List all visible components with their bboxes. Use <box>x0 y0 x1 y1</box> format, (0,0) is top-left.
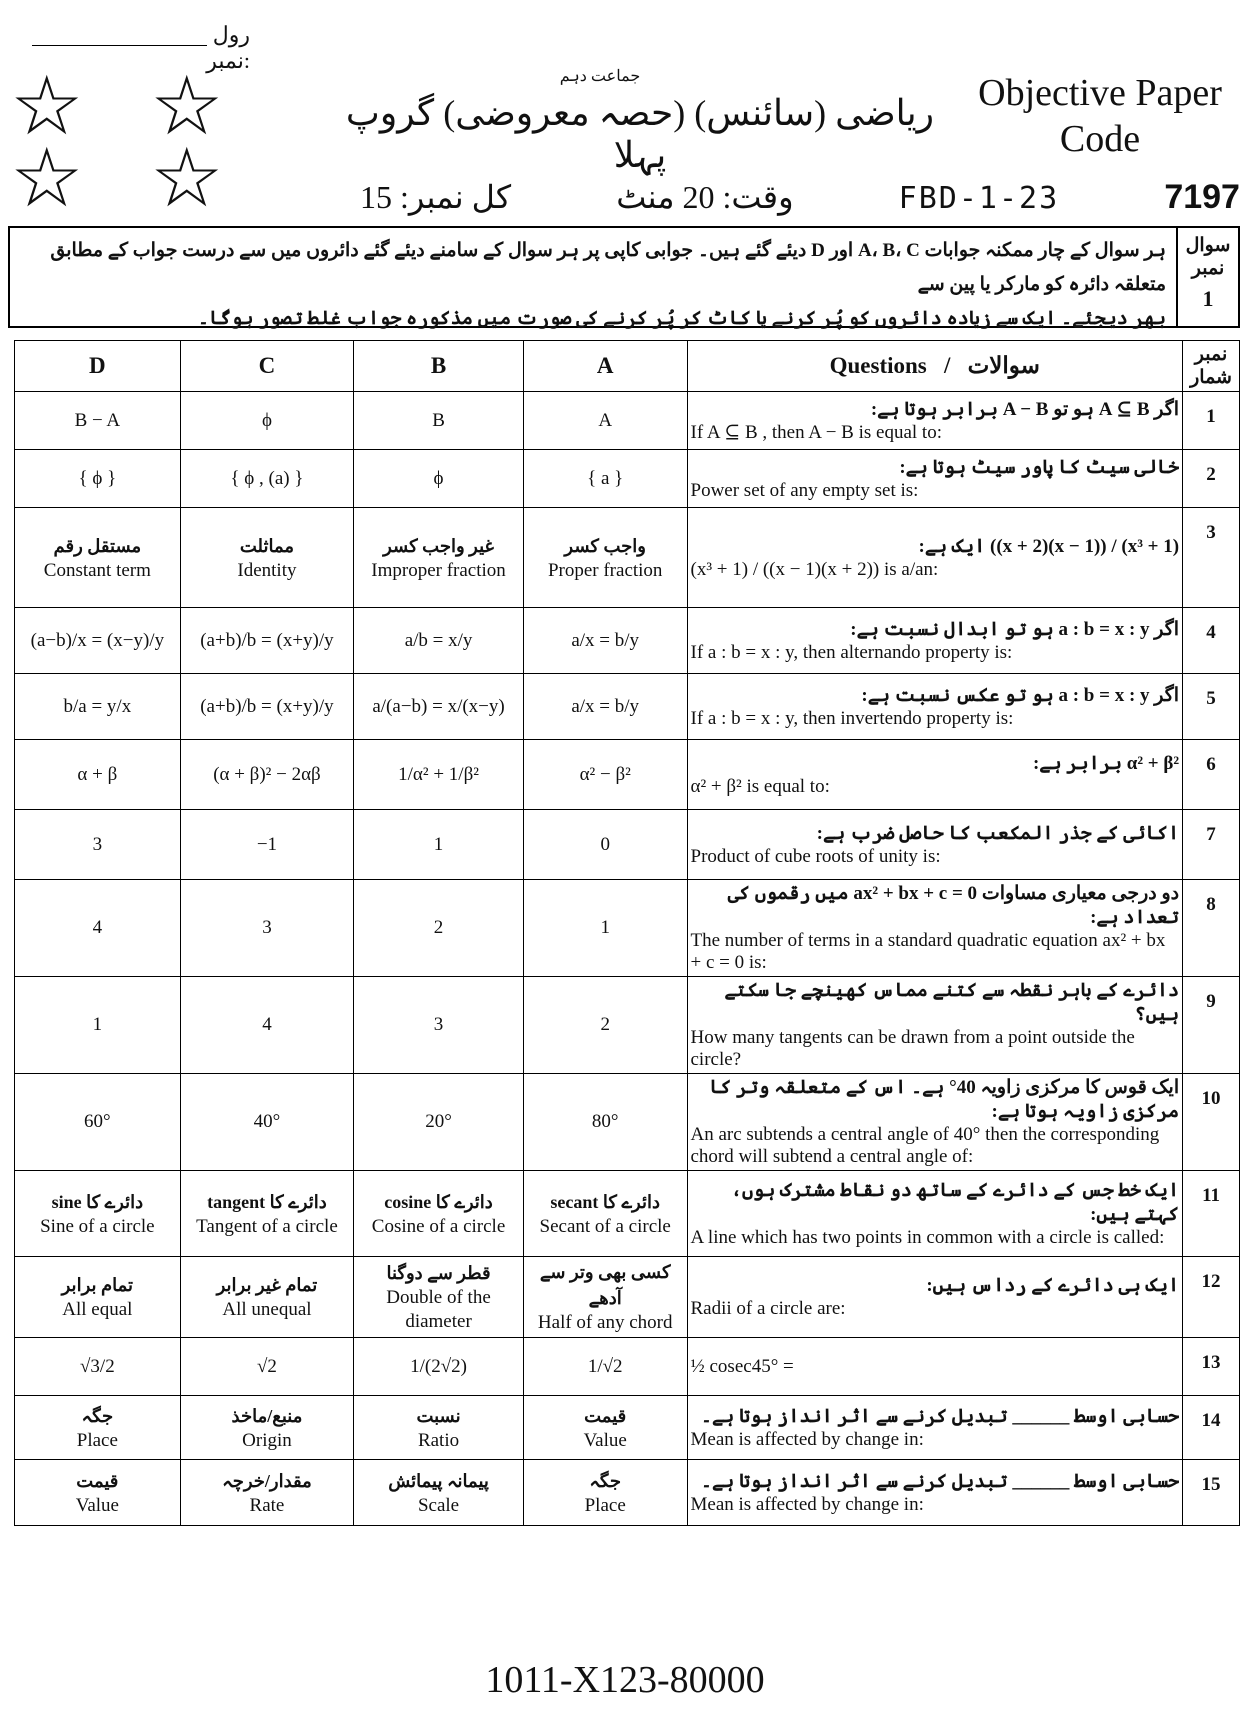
paper-code: 7197 <box>1164 178 1240 216</box>
option-a-text: Proper fraction <box>547 559 663 581</box>
option-a-urdu: واجب کسر <box>564 535 646 556</box>
option-d-text: { ϕ } <box>78 467 117 489</box>
time-marks-row <box>360 178 1240 217</box>
option-b-text: a/(a−b) = x/(x−y) <box>372 695 505 717</box>
option-d-urdu: دائرے کا sine <box>51 1191 144 1212</box>
question-urdu: اگر a : b = x : y ہو تو عکس نسبت ہے: <box>861 684 1180 706</box>
option-d-cell <box>15 740 181 810</box>
option-a-text: Secant of a circle <box>539 1215 671 1237</box>
option-b-text: Scale <box>417 1494 460 1516</box>
option-a-urdu: کسی بھی وتر سے آدھے <box>539 1262 671 1308</box>
table-row <box>15 608 1240 674</box>
roll-number-line <box>32 45 207 46</box>
table-row <box>15 810 1240 880</box>
option-b-cell <box>354 1171 524 1257</box>
option-a-urdu: قیمت <box>584 1405 627 1426</box>
option-d-urdu: تمام برابر <box>61 1275 134 1295</box>
question-urdu: دائرے کے باہر نقطہ سے کتنے مماس کھینچے جا سکتے ہیں؟ <box>724 980 1180 1025</box>
option-a-text: α² − β² <box>579 763 631 785</box>
questions-table <box>14 340 1240 1526</box>
option-b-cell <box>354 674 524 740</box>
option-d-cell <box>15 1074 181 1171</box>
question-urdu: خالی سیٹ کا پاور سیٹ ہوتا ہے: <box>899 456 1180 478</box>
option-b-text: 1/(2√2) <box>410 1355 467 1377</box>
option-d-cell <box>15 674 181 740</box>
question-english: Mean is affected by change in: <box>690 1493 924 1515</box>
star-icon: ☆ <box>150 59 224 154</box>
option-d-text: 4 <box>92 917 103 938</box>
header-questions <box>687 341 1183 392</box>
option-b-cell <box>354 810 524 880</box>
option-b-cell <box>354 1074 524 1171</box>
serial-number: 8 <box>1183 880 1240 977</box>
option-c-urdu: تمام غیر برابر <box>216 1275 318 1295</box>
header-option-a: A <box>523 341 687 392</box>
option-c-cell <box>180 608 354 674</box>
question-urdu: اگر A ⊆ B ہو تو A − B برابر ہوتا ہے: <box>870 398 1180 420</box>
option-b-cell <box>354 977 524 1074</box>
option-a-urdu: دائرے کا secant <box>550 1191 660 1212</box>
instructions-line1: ہر سوال کے چار ممکنہ جوابات A، B، C اور D دیئے گئے ہیں۔ جوابی کاپی پر ہر سوال کے سامنے دیئے گئے دائروں میں سے درست جواب کے مطابق متعلقہ دائرہ کو مارکر یا پین سے <box>50 240 1166 295</box>
option-d-text: 1 <box>92 1014 103 1035</box>
option-c-text: −1 <box>256 833 278 855</box>
option-a-text: Half of any chord <box>537 1312 673 1333</box>
option-c-text: 40° <box>253 1111 281 1132</box>
option-a-cell <box>523 608 687 674</box>
serial-number: 14 <box>1183 1396 1240 1460</box>
option-b-cell <box>354 392 524 450</box>
question-cell <box>687 1074 1183 1171</box>
question-cell <box>687 608 1183 674</box>
question-cell <box>687 1338 1183 1396</box>
option-b-text: Double of the diameter <box>386 1287 491 1332</box>
option-c-cell <box>180 1338 354 1396</box>
option-c-cell <box>180 1257 354 1338</box>
option-c-urdu: دائرے کا tangent <box>207 1191 327 1212</box>
option-d-cell <box>15 977 181 1074</box>
option-a-cell <box>523 810 687 880</box>
option-d-text: B − A <box>74 409 121 431</box>
option-a-text: 2 <box>600 1014 610 1035</box>
option-d-cell <box>15 392 181 450</box>
option-c-cell <box>180 450 354 508</box>
question-english: ½ cosec45° = <box>690 1355 794 1377</box>
option-d-text: √3/2 <box>79 1355 115 1377</box>
question-english: (x³ + 1) / ((x − 1)(x + 2)) is a/an: <box>690 558 939 580</box>
header-option-c: C <box>180 341 354 392</box>
option-a-text: { a } <box>587 467 624 489</box>
option-b-urdu: دائرے کا cosine <box>384 1191 493 1212</box>
option-b-text: 1 <box>433 833 444 855</box>
option-a-text: 1 <box>600 917 610 938</box>
option-c-cell <box>180 508 354 608</box>
option-a-urdu: جگہ <box>589 1470 621 1491</box>
option-b-urdu: غیر واجب کسر <box>383 535 494 556</box>
table-row <box>15 1257 1240 1338</box>
option-b-cell <box>354 1257 524 1338</box>
option-d-text: Constant term <box>43 559 151 581</box>
serial-number: 15 <box>1183 1460 1240 1526</box>
table-row <box>15 508 1240 608</box>
option-b-cell <box>354 1396 524 1460</box>
table-row <box>15 880 1240 977</box>
question-english: If a : b = x : y, then alternando property is: <box>690 641 1013 663</box>
option-b-cell <box>354 740 524 810</box>
footer-code: 1011-X123-80000 <box>485 1659 765 1701</box>
option-d-cell <box>15 880 181 977</box>
question-cell <box>687 674 1183 740</box>
question-english: If A ⊆ B , then A − B is equal to: <box>690 421 942 443</box>
table-row <box>15 392 1240 450</box>
option-d-cell <box>15 450 181 508</box>
header-questions-ur: سوالات <box>967 353 1040 378</box>
option-b-text: 1/α² + 1/β² <box>398 763 479 785</box>
option-c-text: Origin <box>242 1429 292 1451</box>
table-row <box>15 1074 1240 1171</box>
question-urdu: حسابی اوسط ______ تبدیل کرنے سے اثر انداز ہوتا ہے۔ <box>700 1470 1180 1492</box>
option-b-cell <box>354 508 524 608</box>
option-c-text: (α + β)² − 2αβ <box>213 763 321 785</box>
option-d-urdu: مستقل رقم <box>53 535 142 556</box>
option-b-text: ϕ <box>433 467 444 489</box>
option-d-text: Place <box>76 1429 118 1451</box>
question-urdu: (x³ + 1) / ((x − 1)(x + 2)) ایک ہے: <box>918 535 1180 557</box>
serial-number: 9 <box>1183 977 1240 1074</box>
question-english: α² + β² is equal to: <box>690 775 830 797</box>
option-d-cell <box>15 1460 181 1526</box>
star-icon: ☆ <box>10 59 84 154</box>
question-urdu: اگر a : b = x : y ہو تو ابدال نسبت ہے: <box>850 618 1180 640</box>
option-a-text: A <box>598 409 613 431</box>
option-a-text: Place <box>584 1494 626 1516</box>
question-english: An arc subtends a central angle of 40° then the corresponding chord will subtend a central angle of: <box>690 1124 1160 1167</box>
option-d-cell <box>15 1257 181 1338</box>
option-c-cell <box>180 880 354 977</box>
option-a-cell <box>523 508 687 608</box>
total-marks: کل نمبر: 15 <box>360 179 512 215</box>
table-row <box>15 1338 1240 1396</box>
option-a-cell <box>523 1257 687 1338</box>
option-d-urdu: جگہ <box>81 1405 114 1426</box>
option-c-urdu: مماثلت <box>239 535 295 556</box>
question-urdu: α² + β² برابر ہے: <box>1032 752 1180 774</box>
serial-number: 10 <box>1183 1074 1240 1171</box>
table-row <box>15 1171 1240 1257</box>
grade-label: جماعت دہم <box>559 68 641 85</box>
question-cell <box>687 450 1183 508</box>
question-cell <box>687 508 1183 608</box>
question-cell <box>687 977 1183 1074</box>
serial-number: 13 <box>1183 1338 1240 1396</box>
question-english: The number of terms in a standard quadratic equation ax² + bx + c = 0 is: <box>690 930 1166 973</box>
question-english: Radii of a circle are: <box>690 1298 846 1319</box>
option-c-text: ϕ <box>261 409 272 431</box>
option-a-cell <box>523 1396 687 1460</box>
serial-number: 6 <box>1183 740 1240 810</box>
option-c-text: Rate <box>249 1494 285 1516</box>
question-urdu: دو درجی معیاری مساوات ax² + bx + c = 0 میں رقموں کی تعداد ہے: <box>727 883 1180 928</box>
question-cell <box>687 1396 1183 1460</box>
option-a-cell <box>523 1460 687 1526</box>
option-c-text: Identity <box>237 559 297 581</box>
option-a-cell <box>523 880 687 977</box>
table-row <box>15 1396 1240 1460</box>
option-a-text: 0 <box>600 833 610 855</box>
option-a-cell <box>523 674 687 740</box>
instructions-line2: بھر دیجئے۔ ایک سے زیادہ دائروں کو پُر کرنے یا کاٹ کر پُر کرنے کی صورت میں مذکورہ جواب غلط تصور ہوگا۔ <box>197 308 1166 329</box>
table-header-row <box>15 341 1240 392</box>
option-b-urdu: نسبت <box>416 1405 461 1426</box>
paper-type-line2: Code <box>1059 118 1141 160</box>
option-d-cell <box>15 508 181 608</box>
option-d-text: All equal <box>62 1299 133 1320</box>
star-icon: ☆ <box>150 131 224 226</box>
time-allowed: وقت: 20 منٹ <box>616 179 794 215</box>
option-a-text: 1/√2 <box>587 1355 623 1377</box>
question-english: Power set of any empty set is: <box>690 479 919 501</box>
option-a-cell <box>523 1338 687 1396</box>
paper-type-line1: Objective Paper <box>978 72 1222 114</box>
question-english: Product of cube roots of unity is: <box>690 845 941 867</box>
option-b-text: 20° <box>425 1111 452 1132</box>
table-row <box>15 1460 1240 1526</box>
question-cell <box>687 810 1183 880</box>
question-number: 1 <box>1202 286 1214 311</box>
question-number-cell <box>1176 228 1238 326</box>
option-d-text: Sine of a circle <box>40 1215 155 1237</box>
question-urdu: ایک قوس کا مرکزی زاویہ 40° ہے۔ اس کے متعلقہ وتر کا مرکزی زاویہ ہوتا ہے: <box>709 1077 1180 1122</box>
option-b-cell <box>354 450 524 508</box>
table-row <box>15 674 1240 740</box>
question-urdu: اکائی کے جذر المکعب کا حاصل ضرب ہے: <box>816 822 1180 844</box>
serial-number: 2 <box>1183 450 1240 508</box>
serial-number: 11 <box>1183 1171 1240 1257</box>
option-c-text: (a+b)/b = (x+y)/y <box>200 629 334 651</box>
option-d-cell <box>15 1396 181 1460</box>
option-d-cell <box>15 810 181 880</box>
option-b-text: 2 <box>433 917 444 938</box>
serial-number: 7 <box>1183 810 1240 880</box>
question-english: If a : b = x : y, then invertendo property is: <box>690 707 1014 729</box>
option-b-text: a/b = x/y <box>404 629 473 651</box>
option-c-cell <box>180 1171 354 1257</box>
option-b-urdu: قطر سے دوگنا <box>386 1263 491 1283</box>
option-c-text: √2 <box>256 1355 277 1377</box>
option-b-text: 3 <box>433 1014 444 1035</box>
option-d-cell <box>15 1171 181 1257</box>
option-d-urdu: قیمت <box>76 1470 119 1491</box>
option-c-cell <box>180 1074 354 1171</box>
serial-number: 5 <box>1183 674 1240 740</box>
header-serial: نمبر شمار <box>1183 341 1240 392</box>
question-cell <box>687 740 1183 810</box>
option-c-urdu: مقدار/خرچہ <box>222 1470 312 1491</box>
option-c-cell <box>180 740 354 810</box>
option-c-cell <box>180 392 354 450</box>
serial-number: 1 <box>1183 392 1240 450</box>
option-b-text: Improper fraction <box>371 559 506 581</box>
option-a-cell <box>523 392 687 450</box>
table-row <box>15 450 1240 508</box>
option-b-cell <box>354 880 524 977</box>
option-a-text: a/x = b/y <box>571 629 640 651</box>
question-english: Mean is affected by change in: <box>690 1428 924 1450</box>
option-c-text: (a+b)/b = (x+y)/y <box>200 695 334 717</box>
option-a-text: a/x = b/y <box>571 695 640 717</box>
option-c-urdu: منبع/ماخذ <box>231 1405 303 1426</box>
serial-number: 4 <box>1183 608 1240 674</box>
question-number-label: سوال نمبر <box>1185 235 1231 279</box>
option-c-text: Tangent of a circle <box>196 1215 338 1237</box>
option-c-cell <box>180 810 354 880</box>
header-option-d: D <box>15 341 181 392</box>
header-questions-en: Questions <box>829 353 927 378</box>
option-a-text: 80° <box>591 1111 619 1132</box>
option-a-cell <box>523 1171 687 1257</box>
option-b-cell <box>354 1460 524 1526</box>
header-separator: / <box>944 353 951 378</box>
option-a-cell <box>523 450 687 508</box>
option-c-cell <box>180 1396 354 1460</box>
star-icon: ☆ <box>10 131 84 226</box>
option-a-cell <box>523 740 687 810</box>
instructions-box <box>8 226 1240 328</box>
option-d-text: b/a = y/x <box>63 695 132 717</box>
table-row <box>15 977 1240 1074</box>
question-cell <box>687 1257 1183 1338</box>
option-c-text: 4 <box>262 1014 272 1035</box>
option-a-cell <box>523 977 687 1074</box>
question-cell <box>687 1460 1183 1526</box>
question-urdu: ایک ہی دائرے کے رداس ہیں: <box>926 1275 1180 1296</box>
handwritten-board-code: FBD-1-23 <box>898 181 1060 216</box>
question-english: How many tangents can be drawn from a point outside the circle? <box>690 1027 1135 1070</box>
option-c-cell <box>180 977 354 1074</box>
question-cell <box>687 1171 1183 1257</box>
option-c-text: All unequal <box>222 1299 312 1320</box>
question-urdu: ایک خط جس کے دائرے کے ساتھ دو نقاط مشترک ہوں، کہتے ہیں: <box>730 1179 1180 1225</box>
option-b-cell <box>354 1338 524 1396</box>
option-b-text: Cosine of a circle <box>371 1215 506 1237</box>
question-urdu: حسابی اوسط ______ تبدیل کرنے سے اثر انداز ہوتا ہے۔ <box>700 1405 1180 1427</box>
roll-number-label: رول نمبر: <box>206 22 250 73</box>
serial-number: 12 <box>1183 1257 1240 1338</box>
serial-number: 3 <box>1183 508 1240 608</box>
question-cell <box>687 392 1183 450</box>
option-d-cell <box>15 608 181 674</box>
option-c-text: 3 <box>262 917 272 938</box>
header-option-b: B <box>354 341 524 392</box>
option-a-text: Value <box>583 1429 627 1451</box>
option-d-text: (a−b)/x = (x−y)/y <box>30 629 165 651</box>
option-b-text: B <box>432 409 445 431</box>
option-d-text: α + β <box>77 763 118 785</box>
option-c-cell <box>180 674 354 740</box>
instructions-text <box>10 228 1176 329</box>
question-cell <box>687 880 1183 977</box>
option-b-urdu: پیمانہ پیمائش <box>388 1470 489 1491</box>
option-c-text: { ϕ , (a) } <box>230 467 304 489</box>
table-row <box>15 740 1240 810</box>
option-b-cell <box>354 608 524 674</box>
option-d-cell <box>15 1338 181 1396</box>
option-d-text: Value <box>75 1494 119 1516</box>
option-a-cell <box>523 1074 687 1171</box>
option-c-cell <box>180 1460 354 1526</box>
question-english: A line which has two points in common with a circle is called: <box>690 1226 1165 1248</box>
subject-title: ریاضی (سائنس) (حصہ معروضی) گروپ پہلا <box>345 93 935 175</box>
option-d-text: 60° <box>84 1111 111 1132</box>
paper-type-title <box>950 70 1250 162</box>
option-b-text: Ratio <box>417 1429 460 1451</box>
option-d-text: 3 <box>92 833 103 855</box>
